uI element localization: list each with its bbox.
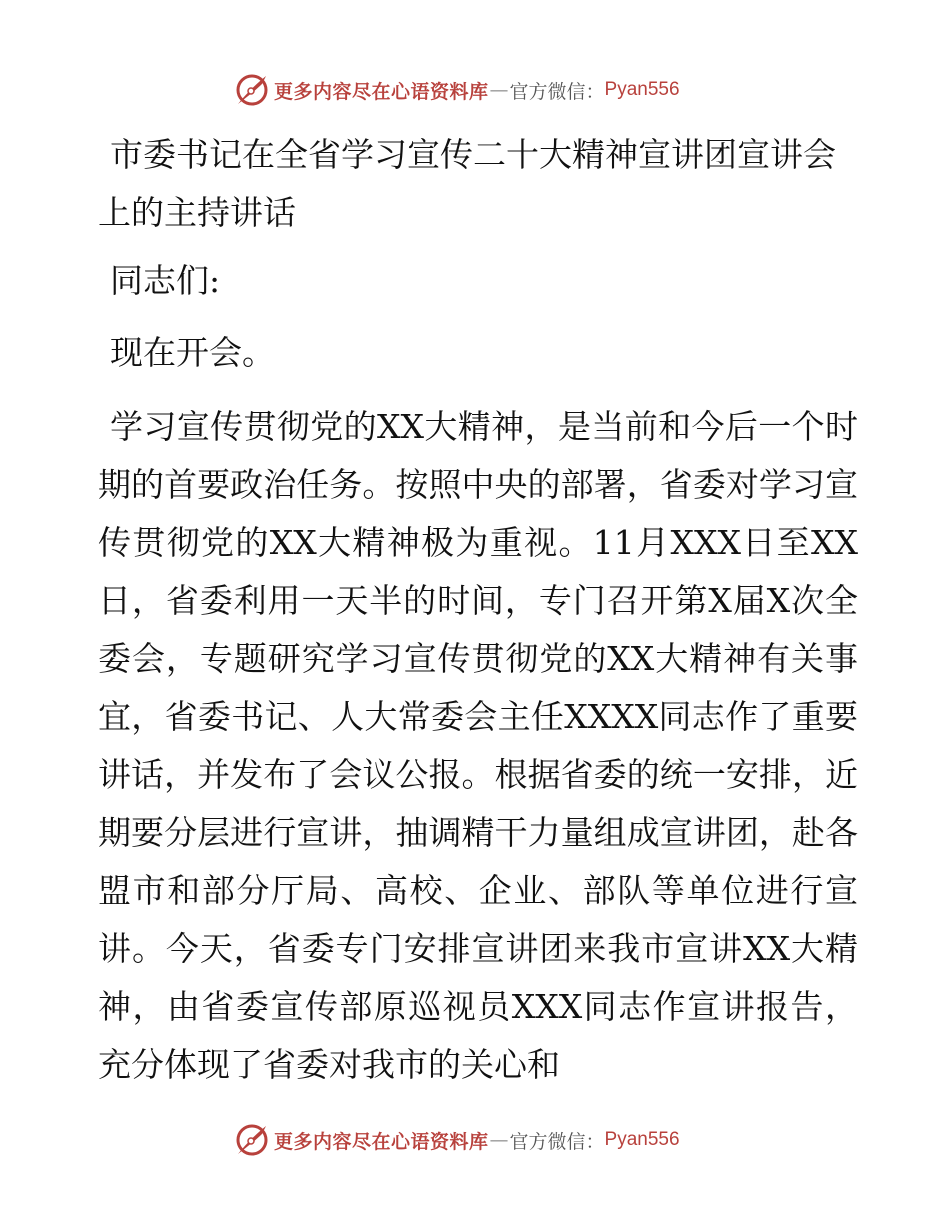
watermark-contact-id: Pyan556	[604, 79, 680, 100]
watermark-site-text: 更多内容尽在心语资料库	[274, 1130, 489, 1153]
pen-nib-logo-icon	[232, 1120, 272, 1160]
watermark-contact-id: Pyan556	[604, 1129, 680, 1150]
watermark-site-text: 更多内容尽在心语资料库	[274, 80, 489, 103]
watermark-contact-label: 官方微信：	[509, 80, 605, 103]
header-watermark	[232, 70, 680, 110]
watermark-separator: —	[489, 1129, 509, 1151]
body-paragraph: 学习宣传贯彻党的XX大精神，是当前和今后一个时期的首要政治任务。按照中央的部署，省委对学习宣传贯彻党的XX大精神极为重视。11月XXX日至XX日，省委利用一天半的时间，专门召开第X届X次全委会，专题研究学习宣传贯彻党的XX大精神有关事宜，省委书记、人大常委会主任XXXX同志作了重要讲话，并发布了会议公报。根据省委的统一安排，近期要分层进行宣讲，抽调精干力量组成宣讲团，赴各盟市和部分厅局、高校、企业、部队等单位进行宣讲。今天，省委专门安排宣讲团来我市宣讲XX大精神，由省委宣传部原巡视员XXX同志作宣讲报告，充分体现了省委对我市的关心和	[98, 407, 858, 1084]
watermark-separator: —	[489, 79, 509, 101]
document-title: 市委书记在全省学习宣传二十大精神宣讲团宣讲会上的主持讲话	[98, 135, 836, 232]
pen-nib-logo-icon	[232, 70, 272, 110]
opening-line: 现在开会。	[110, 333, 275, 372]
footer-watermark	[232, 1120, 680, 1160]
watermark-contact-label: 官方微信：	[509, 1130, 605, 1153]
greeting: 同志们:	[110, 261, 221, 300]
